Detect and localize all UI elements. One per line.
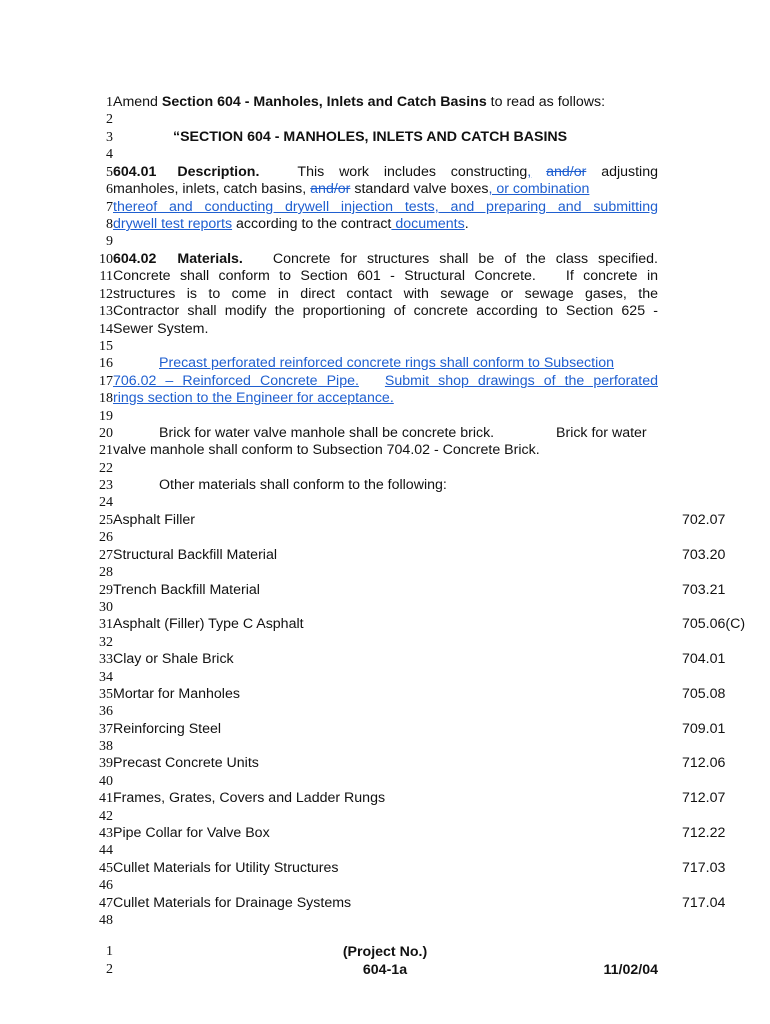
line-number: 28 (99, 565, 113, 580)
line-number: 19 (99, 409, 113, 424)
material-name: Cullet Materials for Utility Structures (113, 860, 339, 876)
line-number: 46 (99, 878, 113, 893)
line-number: 21 (99, 443, 113, 458)
material-code: 709.01 (682, 721, 726, 737)
line-number: 37 (99, 722, 113, 737)
line-number: 25 (99, 513, 113, 528)
line-number: 33 (99, 652, 113, 667)
revision-date: 11/02/04 (603, 962, 658, 978)
material-code: 703.20 (682, 547, 726, 563)
material-name: Clay or Shale Brick (113, 651, 234, 667)
doc-line: 13 Contractor shall modify the proportioning of concrete according to Section 625 - (96, 303, 658, 320)
inserted-text: , or combination (488, 181, 590, 197)
material-name: Asphalt Filler (113, 512, 196, 528)
inserted-text: Precast perforated reinforced concrete rings shall conform to Subsection (159, 355, 615, 371)
materials-heading-line: 604.02 Materials. Concrete for structures shall be of the class specified. (113, 251, 658, 267)
material-row (96, 825, 726, 842)
material-name: Pipe Collar for Valve Box (113, 825, 270, 841)
line-number: 36 (99, 704, 113, 719)
line-number: 15 (99, 339, 113, 354)
description-heading-line: 604.01 Description. This work includes constructing, and/or adjusting (113, 164, 658, 180)
line-number: 48 (99, 913, 113, 928)
material-code: 705.06(C) (682, 616, 746, 632)
project-number: (Project No.) (342, 944, 428, 960)
material-row (96, 512, 726, 529)
material-name: Asphalt (Filler) Type C Asphalt (113, 616, 304, 632)
section-title: “SECTION 604 - MANHOLES, INLETS AND CATCH BASINS (173, 129, 568, 145)
material-code: 704.01 (682, 651, 726, 667)
doc-line: 12 structures is to come in direct contact with sewage or sewage gases, the (96, 286, 658, 303)
doc-line: 14 Sewer System. (96, 321, 658, 338)
material-code: 705.08 (682, 686, 726, 702)
line-number: 45 (99, 861, 113, 876)
material-name: Trench Backfill Material (113, 582, 260, 598)
line-number: 44 (99, 843, 113, 858)
material-row (96, 755, 726, 772)
material-row (96, 686, 726, 703)
doc-line: 11 Concrete shall conform to Section 601 - Structural Concrete. If concrete in (96, 268, 658, 285)
line-number: 6 (106, 182, 113, 197)
line-number: 23 (99, 478, 113, 493)
material-name: Structural Backfill Material (113, 547, 277, 563)
intro-text: Amend Section 604 - Manholes, Inlets and Catch Basins to read as follows: (113, 94, 606, 110)
line-number: 35 (99, 687, 113, 702)
deleted-text: and/or (546, 164, 587, 180)
material-name: Cullet Materials for Drainage Systems (113, 895, 352, 911)
line-number: 31 (99, 617, 113, 632)
material-row (96, 895, 726, 912)
doc-line (96, 199, 658, 216)
line-number: 12 (99, 287, 113, 302)
doc-line (96, 94, 658, 111)
inserted-text: documents (391, 216, 465, 232)
inserted-text: , (527, 164, 532, 180)
line-number: 38 (99, 739, 113, 754)
doc-line (96, 373, 658, 390)
material-row (96, 790, 726, 807)
material-row (96, 582, 726, 599)
doc-line (96, 355, 658, 372)
material-row (96, 860, 726, 877)
line-number: 3 (106, 130, 113, 145)
material-name: Mortar for Manholes (113, 686, 240, 702)
line-number: 16 (99, 356, 113, 371)
inserted-text: drywell test reports (113, 216, 233, 232)
line-number: 1 (106, 95, 113, 110)
material-row (96, 721, 726, 738)
doc-line: 21 valve manhole shall conform to Subsection 704.02 - Concrete Brick. (96, 442, 658, 459)
line-number: 24 (99, 495, 113, 510)
material-name: Precast Concrete Units (113, 755, 259, 771)
doc-line: 8 drywell test reports according to the contract documents. (96, 216, 658, 233)
material-code: 702.07 (682, 512, 726, 528)
material-row (96, 651, 726, 668)
material-code: 712.06 (682, 755, 726, 771)
line-number: 39 (99, 756, 113, 771)
subsection-heading: Materials. (177, 251, 243, 267)
section-reference: Section 604 - Manholes, Inlets and Catch Basins (161, 94, 487, 110)
inserted-text: 706.02 – Reinforced Concrete Pipe. Submit shop drawings of the perforated (113, 373, 658, 389)
material-code: 717.04 (682, 895, 726, 911)
inserted-text: thereof and conducting drywell injection tests, and preparing and submitting (113, 199, 658, 215)
line-number: 32 (99, 635, 113, 650)
doc-line: 23 Other materials shall conform to the following: (96, 477, 658, 494)
footer-line-number: 1 (106, 944, 113, 959)
subsection-heading: Description. (177, 164, 260, 180)
line-number: 26 (99, 530, 113, 545)
footer-line-number: 2 (106, 962, 113, 977)
line-number: 11 (99, 269, 113, 284)
line-number: 41 (99, 791, 113, 806)
line-number: 40 (99, 774, 113, 789)
doc-line (96, 390, 658, 407)
line-number: 47 (99, 896, 113, 911)
material-code: 717.03 (682, 860, 726, 876)
subsection-number: 604.02 (113, 251, 157, 267)
deleted-text: and/or (310, 181, 351, 197)
material-code: 712.07 (682, 790, 726, 806)
material-code: 703.21 (682, 582, 726, 598)
line-number: 7 (106, 200, 113, 215)
line-number: 43 (99, 826, 113, 841)
line-number: 18 (99, 391, 113, 406)
line-number: 9 (106, 234, 113, 249)
line-number: 29 (99, 583, 113, 598)
page-identifier: 604-1a (362, 962, 408, 978)
material-row (96, 616, 746, 633)
material-name: Reinforcing Steel (113, 721, 222, 737)
material-name: Frames, Grates, Covers and Ladder Rungs (113, 790, 386, 806)
line-number: 42 (99, 809, 113, 824)
line-number: 34 (99, 670, 113, 685)
material-code: 712.22 (682, 825, 726, 841)
material-row (96, 547, 726, 564)
line-number: 22 (99, 461, 113, 476)
line-number: 30 (99, 600, 113, 615)
line-number: 20 (99, 426, 113, 441)
doc-line (96, 164, 658, 181)
line-number: 2 (106, 112, 113, 127)
doc-line (96, 129, 658, 146)
line-number: 4 (106, 147, 113, 162)
line-number: 17 (99, 374, 113, 389)
line-number: 5 (106, 165, 113, 180)
line-number: 13 (99, 304, 113, 319)
line-number: 27 (99, 548, 113, 563)
doc-line: 20 Brick for water valve manhole shall be concrete brick. Brick for water (96, 425, 658, 442)
line-number: 8 (106, 217, 113, 232)
line-number: 14 (99, 322, 113, 337)
line-number: 10 (99, 252, 113, 267)
subsection-number: 604.01 (113, 164, 157, 180)
doc-line (96, 251, 658, 268)
doc-line: 6 manholes, inlets, catch basins, and/or standard valve boxes, or combination (96, 181, 658, 198)
inserted-text: rings section to the Engineer for acceptance. (113, 390, 394, 406)
